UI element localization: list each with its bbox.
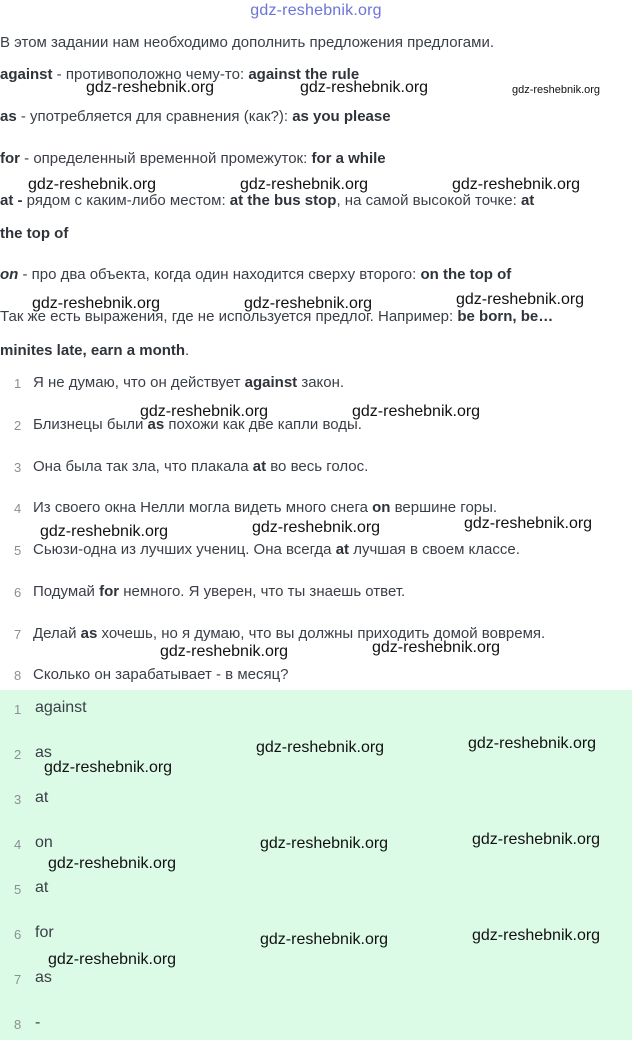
answer-text: as bbox=[35, 969, 52, 986]
question-number: 1 bbox=[14, 376, 22, 391]
rule-at-continuation: the top of bbox=[0, 225, 69, 242]
watermark: gdz-reshebnik.org bbox=[452, 176, 581, 193]
watermark: gdz-reshebnik.org bbox=[456, 291, 585, 308]
question-text: Я не думаю, что он действует against закон. bbox=[33, 374, 345, 391]
question-text: Подумай for немного. Я уверен, что ты знаешь ответ. bbox=[33, 583, 406, 600]
watermark: gdz-reshebnik.org bbox=[240, 176, 369, 193]
watermark: gdz-reshebnik.org bbox=[472, 831, 601, 848]
rule-description: про два объекта, когда один находится сверху второго: bbox=[31, 266, 421, 283]
watermark: gdz-reshebnik.org bbox=[260, 835, 389, 852]
question-number: 3 bbox=[14, 460, 22, 475]
answer-text: on bbox=[35, 834, 53, 851]
watermark: gdz-reshebnik.org bbox=[260, 931, 389, 948]
question-text: Она была так зла, что плакала at во весь голос. bbox=[33, 458, 369, 475]
question-text: Сьюзи-одна из лучших учениц. Она всегда at лучшая в своем классе. bbox=[33, 541, 520, 558]
watermark: gdz-reshebnik.org bbox=[300, 79, 429, 96]
watermark: gdz-reshebnik.org bbox=[372, 639, 501, 656]
watermark: gdz-reshebnik.org bbox=[252, 519, 381, 536]
rule-as: as - употребляется для сравнения (как?): as you please bbox=[0, 108, 391, 125]
answer-number: 5 bbox=[14, 882, 22, 897]
watermark: gdz-reshebnik.org bbox=[86, 79, 215, 96]
watermark: gdz-reshebnik.org bbox=[352, 403, 481, 420]
note-continuation: minites late, earn a month. bbox=[0, 342, 190, 359]
watermark: gdz-reshebnik.org bbox=[48, 951, 177, 968]
rule-term: for bbox=[0, 150, 20, 167]
rule-example: for a while bbox=[311, 150, 386, 167]
watermark: gdz-reshebnik.org bbox=[464, 515, 593, 532]
rule-description: употребляется для сравнения (как?): bbox=[30, 108, 293, 125]
question-number: 2 bbox=[14, 418, 22, 433]
answer-number: 7 bbox=[14, 972, 22, 987]
answer-text: at bbox=[35, 789, 49, 806]
question-text: Из своего окна Нелли могла видеть много снега on вершине горы. bbox=[33, 499, 498, 516]
answer-number: 8 bbox=[14, 1017, 22, 1032]
question-text: Сколько он зарабатывает - в месяц? bbox=[33, 666, 289, 683]
intro-text: В этом задании нам необходимо дополнить предложения предлогами. bbox=[0, 34, 494, 51]
rule-description: рядом с каким-либо местом: bbox=[26, 192, 230, 209]
answer-number: 2 bbox=[14, 747, 22, 762]
rule-example-2: at bbox=[520, 192, 535, 209]
watermark: gdz-reshebnik.org bbox=[32, 295, 161, 312]
rule-on: on - про два объекта, когда один находится сверху второго: on the top of bbox=[0, 266, 512, 283]
answer-text: against bbox=[35, 699, 87, 716]
watermark: gdz-reshebnik.org bbox=[244, 295, 373, 312]
rule-example: on the top of bbox=[420, 266, 512, 283]
answer-text: - bbox=[35, 1014, 41, 1031]
rule-example: at the bus stop bbox=[229, 192, 337, 209]
watermark: gdz-reshebnik.org bbox=[256, 739, 385, 756]
answer-text: at bbox=[35, 879, 49, 896]
answer-number: 3 bbox=[14, 792, 22, 807]
answer-text: for bbox=[35, 924, 54, 941]
watermark: gdz-reshebnik.org bbox=[40, 523, 169, 540]
question-text: Делай as хочешь, но я думаю, что вы должны приходить домой вовремя. bbox=[33, 625, 546, 642]
rule-example: as you please bbox=[292, 108, 391, 125]
watermark: gdz-reshebnik.org bbox=[160, 643, 289, 660]
rule-example: against the rule bbox=[248, 66, 360, 83]
watermark: gdz-reshebnik.org bbox=[472, 927, 601, 944]
question-number: 6 bbox=[14, 585, 22, 600]
question-number: 4 bbox=[14, 501, 22, 516]
watermark: gdz-reshebnik.org bbox=[28, 176, 157, 193]
answer-text: as bbox=[35, 744, 52, 761]
question-number: 8 bbox=[14, 668, 22, 683]
watermark: gdz-reshebnik.org bbox=[468, 735, 597, 752]
rule-description: определенный временной промежуток: bbox=[33, 150, 312, 167]
watermark: gdz-reshebnik.org bbox=[140, 403, 269, 420]
rule-description-2: , на самой высокой точке: bbox=[336, 192, 521, 209]
watermark: gdz-reshebnik.org bbox=[44, 759, 173, 776]
rule-term: on bbox=[0, 266, 19, 283]
rule-term: against bbox=[0, 66, 53, 83]
note-text: Так же есть выражения, где не используется предлог. Например: be born, be… bbox=[0, 308, 554, 325]
rule-term: at - bbox=[0, 192, 23, 209]
rule-at bbox=[0, 192, 534, 209]
question-number: 5 bbox=[14, 543, 22, 558]
note-example: be born, be bbox=[457, 308, 539, 325]
question-number: 7 bbox=[14, 627, 22, 642]
rule-description: противоположно чему-то: bbox=[65, 66, 249, 83]
rule-term: as bbox=[0, 108, 17, 125]
answer-number: 6 bbox=[14, 927, 22, 942]
site-header-link[interactable]: gdz-reshebnik.org bbox=[250, 2, 382, 19]
rule-for: for - определенный временной промежуток: for a while bbox=[0, 150, 386, 167]
watermark: gdz-reshebnik.org bbox=[48, 855, 177, 872]
rule-against: against - противоположно чему-то: against the rule bbox=[0, 66, 360, 83]
question-text: Близнецы были as похожи как две капли воды. bbox=[33, 416, 362, 433]
answer-number: 4 bbox=[14, 837, 22, 852]
answer-number: 1 bbox=[14, 702, 22, 717]
watermark: gdz-reshebnik.org bbox=[512, 84, 601, 96]
